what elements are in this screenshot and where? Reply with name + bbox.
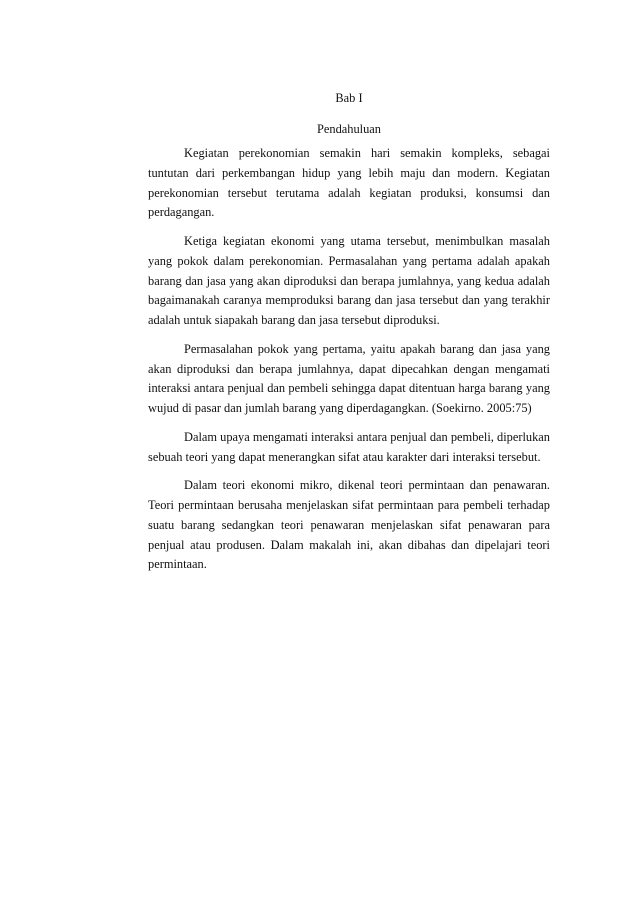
paragraph-2: Ketiga kegiatan ekonomi yang utama tersebut, menimbulkan masalah yang pokok dalam perekonomian. Permasalahan yang pertama adalah apakah barang dan jasa yang akan diproduksi dan berapa jumlahnya, yang kedua adalah bagaimanakah caranya memproduksi barang dan jasa tersebut dan yang terakhir adalah untuk siapakah barang dan jasa tersebut diproduksi.	[148, 233, 550, 328]
chapter-title: Pendahuluan	[316, 122, 381, 136]
paragraph-5: Dalam teori ekonomi mikro, dikenal teori permintaan dan penawaran. Teori permintaan berusaha menjelaskan sifat permintaan para pembeli terhadap suatu barang sedangkan teori penawaran menjelaskan sifat penawaran para penjual atau produsen. Dalam makalah ini, akan dibahas dan dipelajari teori permintaan.	[148, 478, 550, 572]
paragraph-3: Permasalahan pokok yang pertama, yaitu apakah barang dan jasa yang akan diproduksi dan berapa jumlahnya, dapat dipecahkan dengan mengamati interaksi antara penjual dan pembeli sehingga dapat ditentuan harga barang yang wujud di pasar dan jumlah barang yang diperdagangkan. (Soekirno. 2005:75)	[148, 341, 550, 416]
paragraph-1: Kegiatan perekonomian semakin hari semakin kompleks, sebagai tuntutan dari perkembangan hidup yang lebih maju dan modern. Kegiatan perekonomian tersebut terutama adalah kegiatan produksi, konsumsi dan perdagangan.	[148, 146, 550, 220]
body-text	[148, 144, 550, 584]
chapter-number: Bab I	[335, 91, 363, 105]
paragraph-4: Dalam upaya mengamati interaksi antara penjual dan pembeli, diperlukan sebuah teori yang dapat menerangkan sifat atau karakter dari interaksi tersebut.	[148, 429, 550, 464]
